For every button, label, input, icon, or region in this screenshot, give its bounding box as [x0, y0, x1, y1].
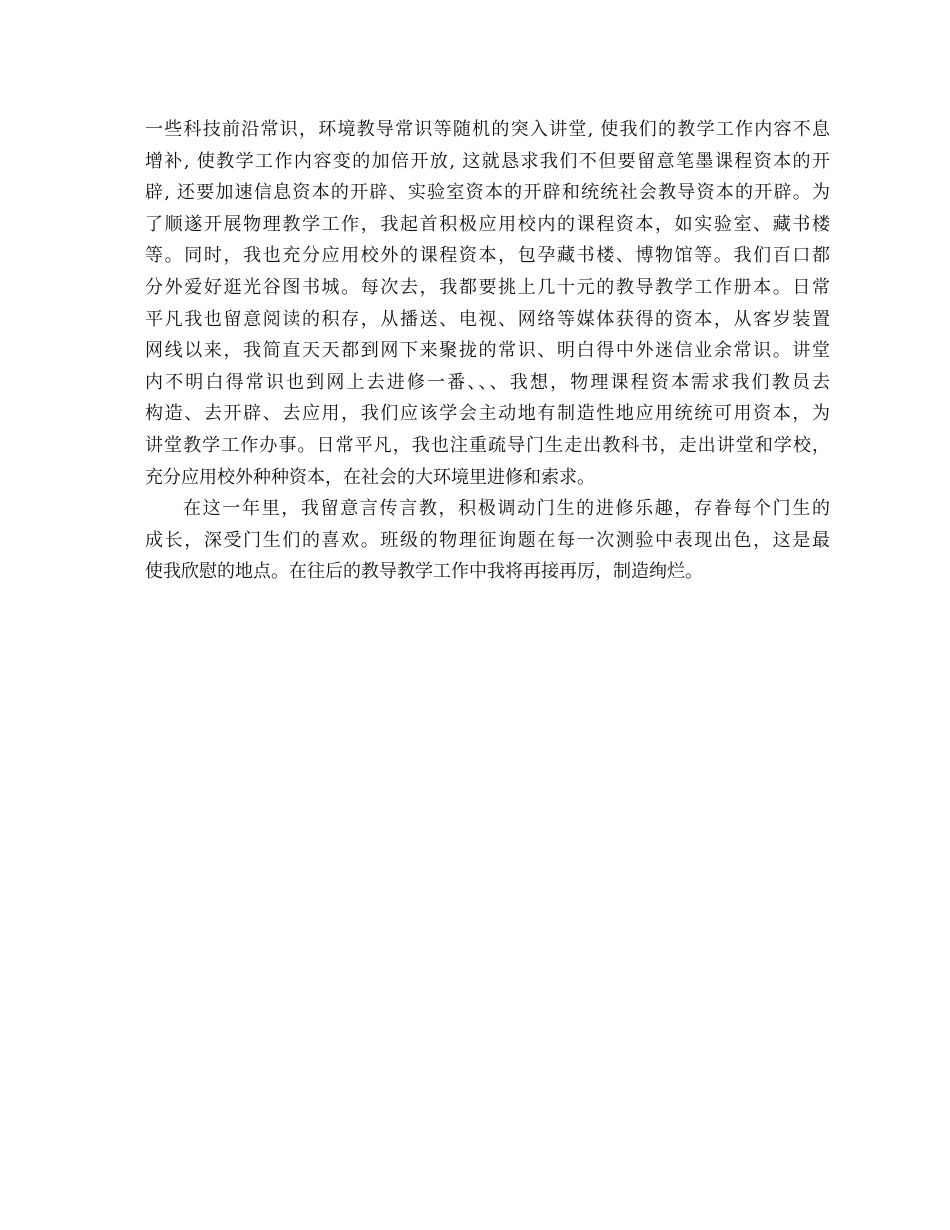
text-line: 充分应用校外种种资本，在社会的大环境里进修和索求。: [145, 466, 595, 488]
text-line: 讲堂教学工作办事。日常平凡，我也注重疏导门生走出教科书，走出讲堂和学校，: [145, 434, 830, 456]
text-line: 在这一年里，我留意言传言教，积极调动门生的进修乐趣，存眷每个门生的: [183, 498, 830, 520]
text-line: 分外爱好逛光谷图书城。每次去，我都要挑上几十元的教导教学工作册本。日常: [145, 276, 830, 298]
text-line: 内不明白得常识也到网上去进修一番、、、我想，物理课程资本需求我们教员去: [145, 371, 830, 393]
text-line: 了顺遂开展物理教学工作，我起首积极应用校内的课程资本，如实验室、藏书楼: [145, 213, 830, 235]
text-line: 等。同时，我也充分应用校外的课程资本，包孕藏书楼、博物馆等。我们百口都: [145, 245, 830, 267]
text-line: 增补, 使教学工作内容变的加倍开放, 这就恳求我们不但要留意笔墨课程资本的开: [145, 150, 830, 172]
text-line: 使我欣慰的地点。在往后的教导教学工作中我将再接再厉，制造绚烂。: [145, 561, 703, 583]
text-line: 网线以来，我简直天天都到网下来聚拢的常识、明白得中外迷信业余常识。讲堂: [145, 340, 830, 362]
paragraph-1: [145, 114, 830, 493]
text-line: 成长，深受门生们的喜欢。班级的物理征询题在每一次测验中表现出色，这是最: [145, 529, 830, 551]
text-line: 辟, 还要加速信息资本的开辟、实验室资本的开辟和统统社会教导资本的开辟。为: [145, 182, 830, 204]
text-line: 构造、去开辟、去应用，我们应该学会主动地有制造性地应用统统可用资本，为: [145, 403, 830, 425]
document-body: [145, 114, 830, 588]
text-line: 一些科技前沿常识，环境教导常识等随机的突入讲堂, 使我们的教学工作内容不息: [145, 119, 830, 140]
paragraph-2: [145, 493, 830, 588]
text-line: 平凡我也留意阅读的积存，从播送、电视、网络等媒体获得的资本，从客岁装置: [145, 308, 830, 330]
